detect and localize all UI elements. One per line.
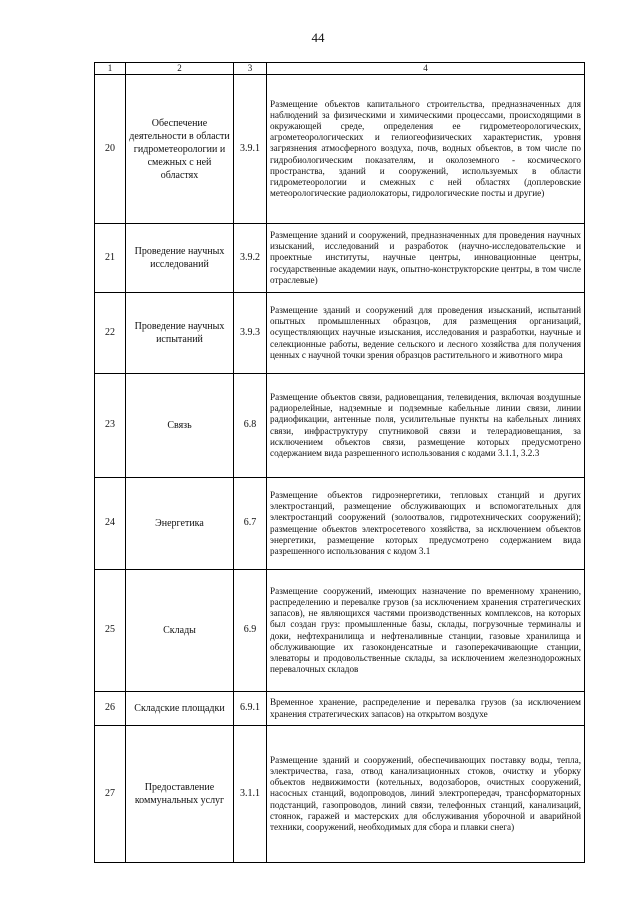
use-type-name: Складские площадки	[126, 692, 234, 726]
table-row	[95, 293, 585, 374]
use-type-code: 6.9.1	[234, 692, 267, 726]
use-type-name: Предоставление коммунальных услуг	[126, 726, 234, 863]
row-number: 21	[95, 224, 126, 293]
use-type-code: 3.1.1	[234, 726, 267, 863]
use-type-code: 3.9.3	[234, 293, 267, 374]
row-number: 25	[95, 570, 126, 692]
use-type-description: Размещение зданий и сооружений, предназначенных для проведения научных изысканий, исследований и разработок (научно-исследовательские и проектные институты, научные центры, инновационные центры, государственные академии наук, опытно-конструкторские центры, в том числе отраслевые)	[267, 224, 585, 293]
use-type-code: 6.9	[234, 570, 267, 692]
use-type-description: Размещение объектов связи, радиовещания, телевидения, включая воздушные радиорелейные, надземные и подземные кабельные линии связи, линии радиофикации, антенные поля, усилительные пункты на кабельных линиях связи, инфраструктуру спутниковой связи и телерадиовещания, за исключением объектов связи, размещение которых предусмотрено содержанием вида разрешенного использования с кодами 3.1.1, 3.2.3	[267, 374, 585, 478]
use-type-description: Размещение зданий и сооружений для проведения изысканий, испытаний опытных промышленных образцов, для размещения организаций, осуществляющих научные изыскания, исследования и разработки, научные и селекционные работы, ведение сельского и лесного хозяйства для получения ценных с научной точки зрения образцов растительного и животного мира	[267, 293, 585, 374]
use-type-description: Размещение сооружений, имеющих назначение по временному хранению, распределению и перевалке грузов (за исключением хранения стратегических запасов), не являющихся частями производственных комплексов, на которых был создан груз: промышленные базы, склады, погрузочные терминалы и доки, нефтехранилища и нефтеналивные станции, газовые хранилища и обслуживающие их газоконденсатные и газоперекачивающие станции, элеваторы и продовольственные склады, за исключением железнодорожных перевалочных складов	[267, 570, 585, 692]
row-number: 23	[95, 374, 126, 478]
column-header: 3	[234, 63, 267, 75]
row-number: 20	[95, 75, 126, 224]
zoning-table	[94, 62, 585, 863]
column-header: 4	[267, 63, 585, 75]
use-type-description: Размещение объектов гидроэнергетики, тепловых станций и других электростанций, размещение обслуживающих и вспомогательных для электростанций сооружений (золоотвалов, гидротехнических сооружений); размещение объектов электросетевого хозяйства, за исключением объектов энергетики, размещение которых предусмотрено содержанием вида разрешенного использования с кодом 3.1	[267, 478, 585, 570]
use-type-name: Проведение научных испытаний	[126, 293, 234, 374]
use-type-name: Склады	[126, 570, 234, 692]
table-row	[95, 692, 585, 726]
use-type-description: Размещение объектов капитального строительства, предназначенных для наблюдений за физическими и химическими процессами, происходящими в окружающей среде, определения ее гидрометеорологических, агрометеорологических и гелиогеофизических характеристик, уровня загрязнения атмосферного воздуха, почв, водных объектов, в том числе по гидробиологическим показателям, и околоземного - космического пространства, зданий и сооружений, используемых в области гидрометеорологии и смежных с ней областях (доплеровские метеорологические радиолокаторы, гидрологические посты и другие)	[267, 75, 585, 224]
table-header-row	[95, 63, 585, 75]
page-number: 44	[311, 30, 325, 45]
use-type-description: Временное хранение, распределение и перевалка грузов (за исключением хранения стратегических запасов) на открытом воздухе	[267, 692, 585, 726]
use-type-code: 3.9.1	[234, 75, 267, 224]
table-row	[95, 478, 585, 570]
use-type-description: Размещение зданий и сооружений, обеспечивающих поставку воды, тепла, электричества, газа, отвод канализационных стоков, очистку и уборку объектов недвижимости (котельных, водозаборов, очистных сооружений, насосных станций, водопроводов, линий электропередач, трансформаторных подстанций, газопроводов, линий связи, телефонных станций, канализаций, стоянок, гаражей и мастерских для обслуживания уборочной и аварийной техники, сооружений, необходимых для сбора и плавки снега)	[267, 726, 585, 863]
row-number: 26	[95, 692, 126, 726]
use-type-name: Энергетика	[126, 478, 234, 570]
table-row	[95, 75, 585, 224]
use-type-name: Связь	[126, 374, 234, 478]
table-row	[95, 374, 585, 478]
table-row	[95, 570, 585, 692]
column-header: 2	[126, 63, 234, 75]
table-row	[95, 224, 585, 293]
use-type-code: 3.9.2	[234, 224, 267, 293]
row-number: 27	[95, 726, 126, 863]
use-type-code: 6.8	[234, 374, 267, 478]
row-number: 22	[95, 293, 126, 374]
use-type-code: 6.7	[234, 478, 267, 570]
use-type-name: Проведение научных исследований	[126, 224, 234, 293]
column-header: 1	[95, 63, 126, 75]
use-type-name: Обеспечение деятельности в области гидрометеорологии и смежных с ней областях	[126, 75, 234, 224]
row-number: 24	[95, 478, 126, 570]
table-row	[95, 726, 585, 863]
